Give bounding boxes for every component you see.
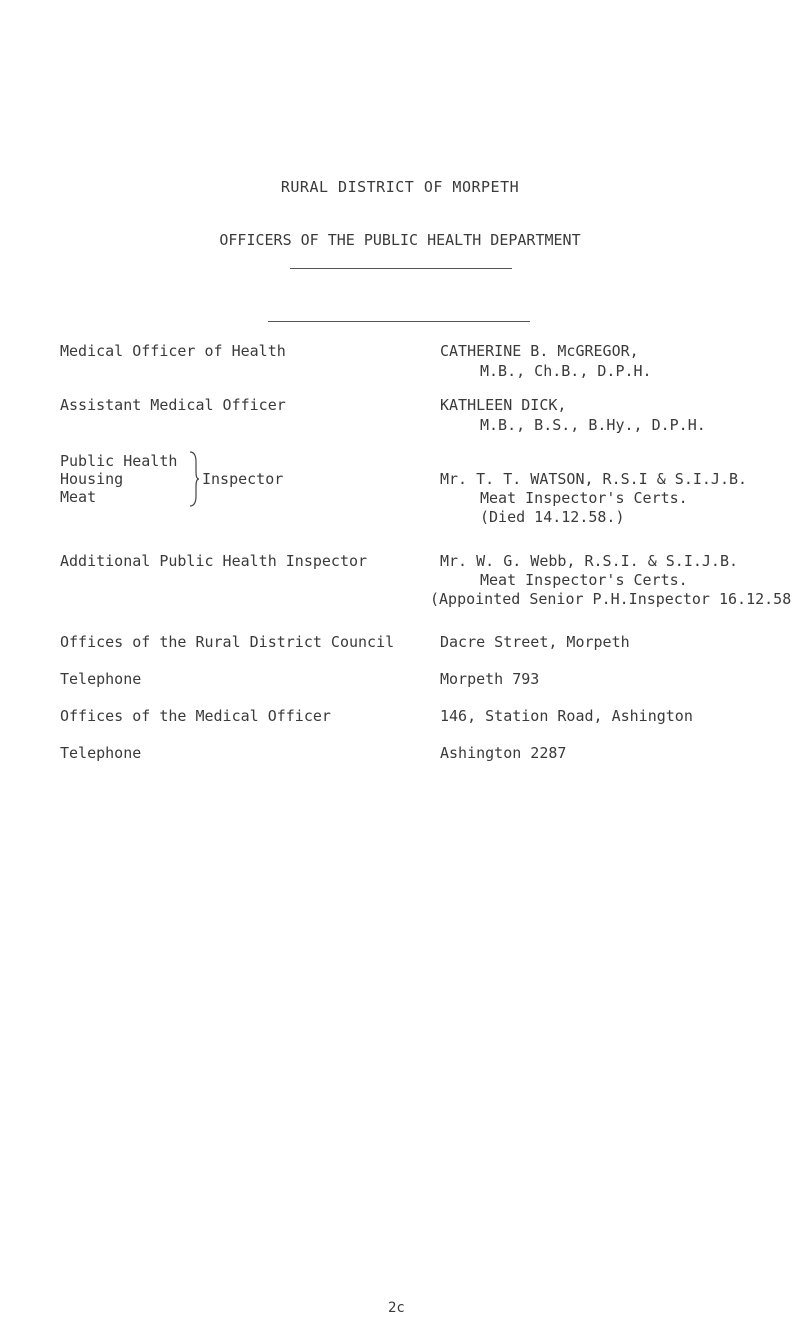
assistant-medical-officer-qualifications: M.B., B.S., B.Hy., D.P.H. <box>480 416 706 434</box>
medical-officer-role: Medical Officer of Health <box>60 342 286 360</box>
council-telephone-label: Telephone <box>60 670 142 688</box>
medical-offices-label: Offices of the Medical Officer <box>60 707 331 725</box>
medical-offices-address: 146, Station Road, Ashington <box>440 707 693 725</box>
additional-inspector-certs: Meat Inspector's Certs. <box>480 571 688 589</box>
council-offices-label: Offices of the Rural District Council <box>60 633 395 651</box>
medical-telephone-label: Telephone <box>60 744 142 762</box>
inspector-brace <box>188 450 200 508</box>
additional-inspector-role: Additional Public Health Inspector <box>60 552 368 570</box>
assistant-medical-officer-name: KATHLEEN DICK, <box>440 396 567 414</box>
inspector-role: Inspector <box>202 470 284 488</box>
medical-officer-name: CATHERINE B. McGREGOR, <box>440 342 639 360</box>
additional-inspector-name: Mr. W. G. Webb, R.S.I. & S.I.J.B. <box>440 552 739 570</box>
medical-telephone-number: Ashington 2287 <box>440 744 567 762</box>
department-title: OFFICERS OF THE PUBLIC HEALTH DEPARTMENT <box>219 231 581 249</box>
assistant-medical-officer-role: Assistant Medical Officer <box>60 396 286 414</box>
inspector-certs: Meat Inspector's Certs. <box>480 489 688 507</box>
inspector-line-meat: Meat <box>60 488 97 506</box>
council-telephone-number: Morpeth 793 <box>440 670 540 688</box>
medical-officer-qualifications: M.B., Ch.B., D.P.H. <box>480 362 652 380</box>
additional-inspector-appointed: (Appointed Senior P.H.Inspector 16.12.58 <box>430 590 792 608</box>
council-offices-address: Dacre Street, Morpeth <box>440 633 630 651</box>
title-underline <box>290 268 512 269</box>
inspector-died: (Died 14.12.58.) <box>480 508 625 526</box>
district-title: RURAL DISTRICT OF MORPETH <box>280 178 520 196</box>
subtitle-underline <box>268 321 530 322</box>
inspector-name: Mr. T. T. WATSON, R.S.I & S.I.J.B. <box>440 470 748 488</box>
inspector-line-housing: Housing <box>60 470 124 488</box>
page-number: 2c <box>388 1300 405 1316</box>
inspector-line-public-health: Public Health <box>60 452 178 470</box>
